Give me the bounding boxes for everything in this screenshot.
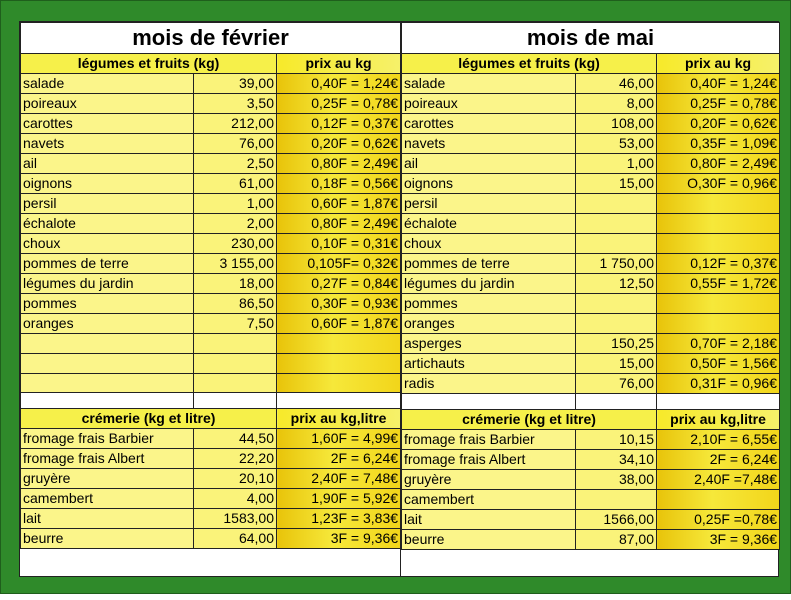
table-row: [21, 373, 401, 393]
item-name: artichauts: [402, 354, 576, 374]
item-quantity: [576, 234, 657, 254]
item-quantity: 7,50: [194, 314, 277, 334]
item-price: 0,18F = 0,56€: [277, 174, 401, 194]
item-price: 0,25F = 0,78€: [657, 94, 780, 114]
table-row: [402, 450, 780, 470]
item-name: salade: [402, 74, 576, 94]
table-row: [402, 374, 780, 394]
table-row: [402, 154, 780, 174]
item-price: 0,35F = 1,09€: [657, 134, 780, 154]
item-name: lait: [402, 510, 576, 530]
table-row: [402, 274, 780, 294]
item-price: 0,80F = 2,49€: [657, 154, 780, 174]
item-price: 0,12F = 0,37€: [657, 254, 780, 274]
item-price: 2F = 6,24€: [277, 449, 401, 469]
item-price: 2,40F =7,48€: [657, 470, 780, 490]
item-name: camembert: [21, 489, 194, 509]
table-row: [21, 74, 401, 94]
item-name: lait: [21, 509, 194, 529]
item-quantity: 1566,00: [576, 510, 657, 530]
table-row: [402, 334, 780, 354]
item-price: 0,80F = 2,49€: [277, 154, 401, 174]
item-quantity: 39,00: [194, 74, 277, 94]
item-quantity: [576, 214, 657, 234]
table-row: [402, 354, 780, 374]
item-name: poireaux: [402, 94, 576, 114]
table-row: [21, 194, 401, 214]
item-name: navets: [402, 134, 576, 154]
table-row: [402, 234, 780, 254]
item-name: [21, 334, 194, 354]
cremerie-header-row: [21, 409, 401, 429]
may-table: [401, 22, 780, 550]
item-price: [657, 314, 780, 334]
item-price: [657, 234, 780, 254]
item-name: beurre: [402, 530, 576, 550]
table-row: [21, 489, 401, 509]
item-quantity: [576, 194, 657, 214]
table-row: [21, 254, 401, 274]
item-quantity: 53,00: [576, 134, 657, 154]
item-quantity: 87,00: [576, 530, 657, 550]
item-price: 0,70F = 2,18€: [657, 334, 780, 354]
item-price: 1,23F = 3,83€: [277, 509, 401, 529]
item-name: camembert: [402, 490, 576, 510]
item-name: poireaux: [21, 94, 194, 114]
item-quantity: 1,00: [194, 194, 277, 214]
item-name: oignons: [402, 174, 576, 194]
item-price: [657, 194, 780, 214]
table-row: [21, 234, 401, 254]
item-price: O,30F = 0,96€: [657, 174, 780, 194]
item-price: [657, 294, 780, 314]
table-row: [402, 134, 780, 154]
may-section: [400, 22, 779, 576]
item-name: oignons: [21, 174, 194, 194]
february-veg-header: légumes et fruits (kg): [21, 54, 277, 74]
spacer-row: [21, 393, 401, 409]
item-price: 0,80F = 2,49€: [277, 214, 401, 234]
item-price: 0,10F = 0,31€: [277, 234, 401, 254]
table-row: [21, 274, 401, 294]
table-row: [21, 509, 401, 529]
item-name: navets: [21, 134, 194, 154]
item-price: 0,50F = 1,56€: [657, 354, 780, 374]
table-row: [21, 469, 401, 489]
item-price: 0,20F = 0,62€: [657, 114, 780, 134]
item-name: carottes: [402, 114, 576, 134]
table-row: [21, 449, 401, 469]
item-quantity: 8,00: [576, 94, 657, 114]
item-name: salade: [21, 74, 194, 94]
item-price: 0,12F = 0,37€: [277, 114, 401, 134]
table-row: [402, 314, 780, 334]
item-quantity: 3 155,00: [194, 254, 277, 274]
item-quantity: 61,00: [194, 174, 277, 194]
item-name: pommes: [402, 294, 576, 314]
item-quantity: 4,00: [194, 489, 277, 509]
table-row: [402, 174, 780, 194]
item-price: 0,105F= 0,32€: [277, 254, 401, 274]
item-name: oranges: [21, 314, 194, 334]
table-row: [402, 470, 780, 490]
february-section: [20, 22, 400, 576]
item-name: pommes de terre: [402, 254, 576, 274]
item-quantity: 76,00: [194, 134, 277, 154]
table-row: [402, 490, 780, 510]
item-name: persil: [402, 194, 576, 214]
table-row: [21, 154, 401, 174]
item-price: 2,10F = 6,55€: [657, 430, 780, 450]
cremerie-price-header: prix au kg,litre: [277, 409, 401, 429]
item-price: [277, 353, 401, 373]
table-row: [402, 510, 780, 530]
item-price: 0,25F = 0,78€: [277, 94, 401, 114]
item-name: échalote: [21, 214, 194, 234]
table-row: [21, 529, 401, 549]
february-title: mois de février: [21, 23, 401, 54]
item-quantity: 2,00: [194, 214, 277, 234]
item-price: [277, 334, 401, 354]
table-row: [402, 114, 780, 134]
table-row: [21, 294, 401, 314]
table-row: [402, 430, 780, 450]
item-price: [657, 490, 780, 510]
item-price: [277, 373, 401, 393]
item-name: légumes du jardin: [402, 274, 576, 294]
table-row: [402, 530, 780, 550]
item-name: [21, 353, 194, 373]
table-row: [21, 94, 401, 114]
item-quantity: 22,20: [194, 449, 277, 469]
table-row: [402, 74, 780, 94]
item-name: gruyère: [21, 469, 194, 489]
february-table: [20, 22, 401, 549]
item-price: 0,27F = 0,84€: [277, 274, 401, 294]
may-title: mois de mai: [402, 23, 780, 54]
item-name: persil: [21, 194, 194, 214]
item-price: 0,25F =0,78€: [657, 510, 780, 530]
item-quantity: [576, 490, 657, 510]
item-name: oranges: [402, 314, 576, 334]
table-row: [21, 334, 401, 354]
item-price: 0,60F = 1,87€: [277, 194, 401, 214]
item-quantity: 18,00: [194, 274, 277, 294]
item-price: 1,60F = 4,99€: [277, 429, 401, 449]
item-quantity: 108,00: [576, 114, 657, 134]
item-quantity: 3,50: [194, 94, 277, 114]
item-name: choux: [21, 234, 194, 254]
february-price-header: prix au kg: [277, 54, 401, 74]
price-sheet: [19, 21, 779, 577]
item-name: ail: [21, 154, 194, 174]
item-name: choux: [402, 234, 576, 254]
item-name: gruyère: [402, 470, 576, 490]
item-name: fromage frais Albert: [402, 450, 576, 470]
item-quantity: 44,50: [194, 429, 277, 449]
item-quantity: 12,50: [576, 274, 657, 294]
item-name: légumes du jardin: [21, 274, 194, 294]
item-name: ail: [402, 154, 576, 174]
item-quantity: 34,10: [576, 450, 657, 470]
item-quantity: 76,00: [576, 374, 657, 394]
item-name: radis: [402, 374, 576, 394]
item-quantity: [194, 353, 277, 373]
item-price: 3F = 9,36€: [657, 530, 780, 550]
table-row: [402, 194, 780, 214]
item-quantity: [194, 334, 277, 354]
table-row: [21, 429, 401, 449]
item-price: [657, 214, 780, 234]
item-quantity: 2,50: [194, 154, 277, 174]
table-row: [21, 214, 401, 234]
table-row: [21, 353, 401, 373]
item-quantity: 212,00: [194, 114, 277, 134]
item-price: 0,40F = 1,24€: [277, 74, 401, 94]
item-price: 0,31F = 0,96€: [657, 374, 780, 394]
spacer-row: [402, 394, 780, 410]
cremerie-price-header: prix au kg,litre: [657, 410, 780, 430]
item-price: 0,40F = 1,24€: [657, 74, 780, 94]
may-veg-header: légumes et fruits (kg): [402, 54, 657, 74]
item-price: 2,40F = 7,48€: [277, 469, 401, 489]
table-row: [21, 314, 401, 334]
item-name: fromage frais Barbier: [402, 430, 576, 450]
may-price-header: prix au kg: [657, 54, 780, 74]
item-name: pommes de terre: [21, 254, 194, 274]
item-quantity: 1583,00: [194, 509, 277, 529]
item-name: fromage frais Barbier: [21, 429, 194, 449]
item-price: 1,90F = 5,92€: [277, 489, 401, 509]
item-quantity: [576, 314, 657, 334]
item-quantity: [194, 373, 277, 393]
item-quantity: 10,15: [576, 430, 657, 450]
item-quantity: 38,00: [576, 470, 657, 490]
item-quantity: 86,50: [194, 294, 277, 314]
item-price: 0,55F = 1,72€: [657, 274, 780, 294]
item-name: beurre: [21, 529, 194, 549]
table-row: [402, 214, 780, 234]
table-row: [21, 134, 401, 154]
item-quantity: 15,00: [576, 174, 657, 194]
item-name: échalote: [402, 214, 576, 234]
item-name: fromage frais Albert: [21, 449, 194, 469]
cremerie-header: crémerie (kg et litre): [402, 410, 657, 430]
item-name: pommes: [21, 294, 194, 314]
item-name: [21, 373, 194, 393]
item-price: 0,60F = 1,87€: [277, 314, 401, 334]
item-quantity: 46,00: [576, 74, 657, 94]
item-quantity: 15,00: [576, 354, 657, 374]
item-quantity: 64,00: [194, 529, 277, 549]
table-row: [21, 114, 401, 134]
table-row: [402, 294, 780, 314]
cremerie-header-row: [402, 410, 780, 430]
item-price: 3F = 9,36€: [277, 529, 401, 549]
item-quantity: 1 750,00: [576, 254, 657, 274]
item-quantity: 230,00: [194, 234, 277, 254]
item-name: carottes: [21, 114, 194, 134]
item-price: 0,20F = 0,62€: [277, 134, 401, 154]
table-row: [402, 254, 780, 274]
item-name: asperges: [402, 334, 576, 354]
item-price: 0,30F = 0,93€: [277, 294, 401, 314]
cremerie-header: crémerie (kg et litre): [21, 409, 277, 429]
table-row: [402, 94, 780, 114]
item-quantity: 20,10: [194, 469, 277, 489]
table-row: [21, 174, 401, 194]
item-price: 2F = 6,24€: [657, 450, 780, 470]
item-quantity: [576, 294, 657, 314]
item-quantity: 150,25: [576, 334, 657, 354]
item-quantity: 1,00: [576, 154, 657, 174]
